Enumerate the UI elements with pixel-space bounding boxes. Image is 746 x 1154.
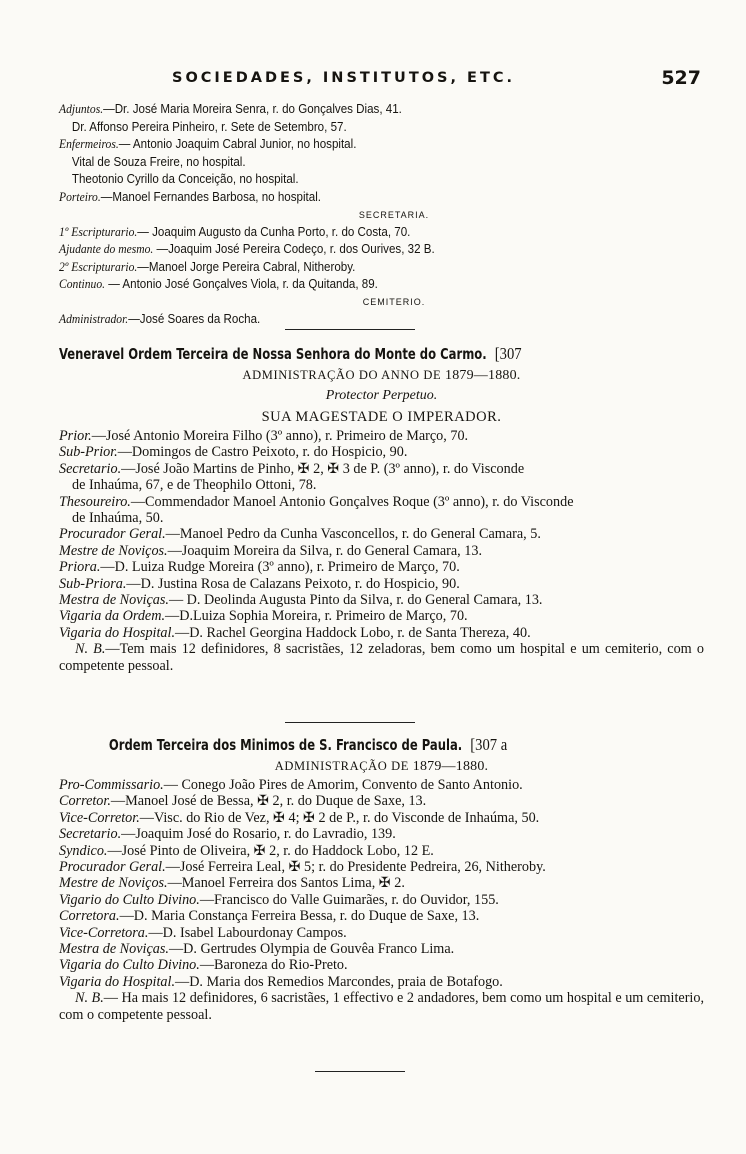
protector-name: SUA MAGESTADE O IMPERADOR. <box>261 409 502 425</box>
entry-text: —Joaquim José Pereira Codeço, r. dos Ourives, 32 B. <box>153 242 435 257</box>
role-label: Porteiro. <box>59 189 101 204</box>
role-label: Vigaria do Hospital. <box>59 624 175 641</box>
cemiterio-heading: CEMITERIO. <box>362 296 426 307</box>
entry-text: —D.Luiza Sophia Moreira, r. Primeiro de Março, 70. <box>165 608 468 625</box>
entry-text: —Manoel Fernandes Barbosa, no hospital. <box>100 189 322 204</box>
officer-entry <box>59 793 704 809</box>
note-text: —Tem mais 12 definidores, 8 sacristães, 12 zeladoras, bem como um hospital e um cemiterio, com o competente pessoal. <box>59 641 704 674</box>
officer-entry <box>59 925 704 941</box>
entry-text: —D. Isabel Labourdonay Campos. <box>148 924 347 941</box>
order1-title-text: Veneravel Ordem Terceira de Nossa Senhora do Monte do Carmo. <box>59 345 487 363</box>
entry-text: —D. Luiza Rudge Moreira (3º anno), r. Primeiro de Março, 70. <box>100 559 460 576</box>
role-label: Vice-Corretora. <box>59 924 149 941</box>
role-label: Vigaria do Hospital. <box>59 973 175 990</box>
officer-entry <box>59 428 704 444</box>
order2-block <box>59 734 704 1023</box>
order2-admin <box>59 756 704 777</box>
role-label: Secretario. <box>59 826 122 843</box>
entry-text: —Domingos de Castro Peixoto, r. do Hospicio, 90. <box>117 444 408 461</box>
entry-text: —José Ferreira Leal, ✠ 5; r. do Presidente Pedreira, 26, Nitheroby. <box>165 859 546 876</box>
secretaria-entry <box>59 224 648 242</box>
entry-text: —Manoel Jorge Pereira Cabral, Nitheroby. <box>137 259 356 274</box>
staff-entry <box>59 136 648 154</box>
officer-entry <box>59 576 704 592</box>
role-label: Vigario do Culto Divino. <box>59 891 200 908</box>
entry-text: —Francisco do Valle Guimarães, r. do Ouvidor, 155. <box>199 891 499 908</box>
role-label: Enfermeiros. <box>59 137 119 152</box>
staff-entry <box>59 119 648 137</box>
role-label: Vigaria da Ordem. <box>59 608 166 625</box>
role-label: Sub-Priora. <box>59 575 127 592</box>
order2-entries <box>59 777 704 990</box>
entry-text: —José Pinto de Oliveira, ✠ 2, r. do Haddock Lobo, 12 E. <box>107 842 434 859</box>
entry-text: —Commendador Manoel Antonio Gonçalves Roque (3º anno), r. do Visconde <box>130 493 574 510</box>
order2-note <box>59 990 704 1023</box>
note-label: N. B. <box>75 641 106 658</box>
entry-text: —José João Martins de Pinho, ✠ 2, ✠ 3 de P. (3º anno), r. do Visconde <box>121 460 525 477</box>
officer-entry <box>59 941 704 957</box>
entry-text: — Joaquim Augusto da Cunha Porto, r. do Costa, 70. <box>137 224 411 239</box>
entry-text: —Joaquim Moreira da Silva, r. do General Camara, 13. <box>167 542 483 559</box>
divider <box>285 722 415 723</box>
role-label: Mestre de Noviços. <box>59 542 168 559</box>
entry-text: — Conego João Pires de Amorim, Convento de Santo Antonio. <box>163 777 523 793</box>
entry-text: —José Soares da Rocha. <box>128 311 261 326</box>
entry-text: —Baroneza do Rio-Preto. <box>199 957 348 974</box>
order1-ref: [307 <box>494 344 522 363</box>
secretaria-entry <box>59 241 648 259</box>
entry-text: de Inhaúma, 67, e de Theophilo Ottoni, 78. <box>72 477 317 494</box>
role-label: Continuo. <box>59 277 106 292</box>
officer-entry <box>59 777 704 793</box>
entry-text: —Joaquim José do Rosario, r. do Lavradio, 139. <box>121 826 396 843</box>
officer-entry <box>59 477 704 493</box>
entry-text: Vital de Souza Freire, no hospital. <box>71 154 246 169</box>
running-header <box>60 67 701 94</box>
officer-entry <box>59 592 704 608</box>
officer-entry <box>59 625 704 641</box>
admin-years: 1879—1880. <box>412 759 489 774</box>
entry-text: —D. Gertrudes Olympia de Gouvêa Franco Lima. <box>168 941 455 958</box>
staff-entry <box>59 154 648 172</box>
staff-entry <box>59 171 648 189</box>
entry-text: —Dr. José Maria Moreira Senra, r. do Gonçalves Dias, 41. <box>103 102 402 116</box>
role-label: Mestra de Noviças. <box>59 592 169 609</box>
officer-entry <box>59 608 704 624</box>
divider <box>315 1071 405 1072</box>
staff-entry <box>59 101 648 119</box>
entry-text: —D. Maria Constança Ferreira Bessa, r. do Duque de Saxe, 13. <box>119 908 480 925</box>
divider <box>285 329 415 330</box>
role-label: Sub-Prior. <box>59 444 118 461</box>
order1-note <box>59 641 704 674</box>
entry-text: — D. Deolinda Augusta Pinto da Silva, r. do General Camara, 13. <box>168 592 543 609</box>
order2-ref: [307 a <box>470 735 508 754</box>
admin-label: ADMINISTRAÇÃO DE <box>274 759 410 773</box>
order1-entries <box>59 428 704 641</box>
role-label: Vigaria do Culto Divino. <box>59 957 200 974</box>
role-label: 1º Escripturario. <box>59 224 138 239</box>
order2-title-text: Ordem Terceira dos Minimos de S. Francisco de Paula. <box>108 736 463 754</box>
role-label: Corretor. <box>59 793 111 810</box>
order1-block <box>59 343 704 674</box>
officer-entry <box>59 892 704 908</box>
role-label: Procurador Geral. <box>59 526 166 543</box>
top-section <box>59 101 699 329</box>
staff-entry <box>59 189 648 207</box>
role-label: Mestre de Noviços. <box>59 875 168 892</box>
officer-entry <box>59 875 704 891</box>
entry-text: de Inhaúma, 50. <box>72 510 164 527</box>
role-label: Vice-Corretor. <box>59 809 140 826</box>
officer-entry <box>59 908 704 924</box>
role-label: Corretora. <box>59 908 120 925</box>
role-label: Priora. <box>59 559 101 576</box>
administrador-line <box>59 311 648 329</box>
officer-entry <box>59 826 704 842</box>
secretaria-entry <box>59 276 648 294</box>
note-text: — Ha mais 12 definidores, 6 sacristães, 1 effectivo e 2 andadores, bem como um hospital e um cemiterio, com o competente pessoal. <box>59 990 704 1023</box>
entry-text: —D. Rachel Georgina Haddock Lobo, r. de Santa Thereza, 40. <box>175 624 531 641</box>
role-label: Procurador Geral. <box>59 859 166 876</box>
officer-entry <box>59 444 704 460</box>
role-label: 2º Escripturario. <box>59 259 138 274</box>
role-label: Mestra de Noviças. <box>59 941 169 958</box>
officer-entry <box>59 526 704 542</box>
secretaria-heading: SECRETARIA. <box>358 209 430 220</box>
entry-text: —José Antonio Moreira Filho (3º anno), r. Primeiro de Março, 70. <box>91 428 469 444</box>
protector-label: Protector Perpetuo. <box>325 388 438 403</box>
officer-entry <box>59 543 704 559</box>
entry-text: — Antonio José Gonçalves Viola, r. da Quitanda, 89. <box>105 277 378 292</box>
officer-entry <box>59 843 704 859</box>
officer-entry <box>59 510 704 526</box>
entry-text: —Visc. do Rio de Vez, ✠ 4; ✠ 2 de P., r. do Visconde de Inhaúma, 50. <box>139 809 540 826</box>
role-label: Secretario. <box>59 460 122 477</box>
entry-text: Theotonio Cyrillo da Conceição, no hospital. <box>71 172 299 187</box>
header-title: SOCIEDADES, INSTITUTOS, ETC. <box>172 70 515 86</box>
secretaria-lines <box>59 224 699 294</box>
entry-text: —Manoel Pedro da Cunha Vasconcellos, r. do General Camara, 5. <box>165 526 541 543</box>
role-label: Thesoureiro. <box>59 493 131 510</box>
officer-entry <box>59 810 704 826</box>
officer-entry <box>59 461 704 477</box>
entry-text: —Manoel Ferreira dos Santos Lima, ✠ 2. <box>167 875 405 892</box>
entry-text: —D. Maria dos Remedios Marcondes, praia de Botafogo. <box>175 973 503 990</box>
officer-entry <box>59 859 704 875</box>
role-label: Syndico. <box>59 842 108 859</box>
order1-title <box>59 343 614 365</box>
note-label: N. B. <box>75 990 104 1007</box>
entry-text: —Manoel José de Bessa, ✠ 2, r. do Duque de Saxe, 13. <box>110 793 427 810</box>
officer-entry <box>59 974 704 990</box>
role-label: Pro-Commissario. <box>59 777 164 793</box>
order1-admin <box>59 365 704 386</box>
officer-entry <box>59 494 704 510</box>
officer-entry <box>59 559 704 575</box>
page-number: 527 <box>661 67 701 89</box>
officer-entry <box>59 957 704 973</box>
role-label: Ajudante do mesmo. <box>59 242 154 257</box>
secretaria-entry <box>59 259 648 277</box>
admin-years: 1879—1880. <box>445 368 521 383</box>
entry-text: —D. Justina Rosa de Calazans Peixoto, r. do Hospicio, 90. <box>126 575 460 592</box>
role-label: Administrador. <box>59 311 129 326</box>
role-label: Prior. <box>59 428 92 444</box>
admin-label: ADMINISTRAÇÃO DO ANNO DE <box>242 368 442 382</box>
role-label: Adjuntos. <box>59 102 104 116</box>
entry-text: Dr. Affonso Pereira Pinheiro, r. Sete de Setembro, 57. <box>71 119 347 134</box>
entry-text: — Antonio Joaquim Cabral Junior, no hospital. <box>118 137 357 152</box>
order2-title <box>59 734 614 756</box>
staff-lines <box>59 101 699 207</box>
